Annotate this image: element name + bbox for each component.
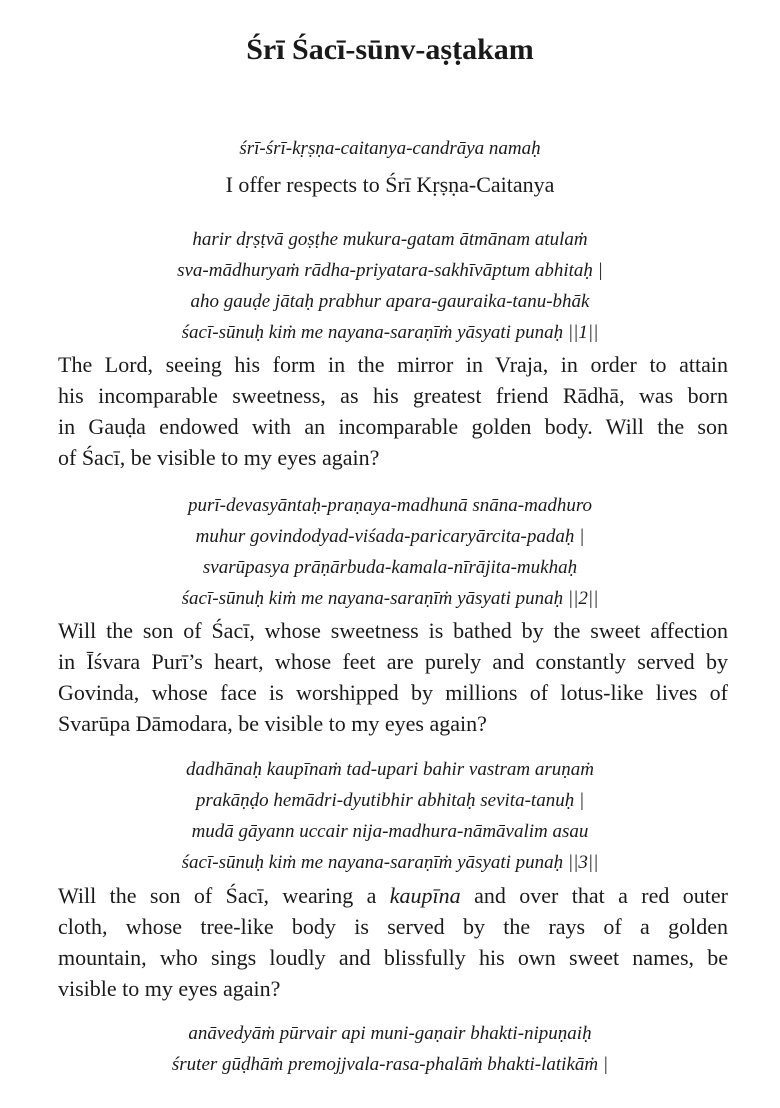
translation-3 (58, 880, 728, 1004)
verse-1 (0, 224, 780, 348)
verse-3 (0, 754, 780, 878)
verse-line: aho gauḍe jātaḥ prabhur apara-gauraika-tanu-bhāk (190, 291, 590, 312)
verse-2 (0, 490, 780, 614)
translation-line (58, 880, 728, 911)
translation-line: cloth, whose tree-like body is served by the rays of a golden (58, 914, 728, 939)
translation-line: The Lord, seeing his form in the mirror in Vraja, in order to attain (58, 352, 728, 377)
translation-2 (58, 615, 728, 739)
verse-line: śacī-sūnuḥ kiṁ me nayana-saraṇīṁ yāsyati punaḥ ||3|| (181, 852, 599, 873)
verse-line: prakāṇḍo hemādri-dyutibhir abhitaḥ sevita-tanuḥ | (195, 790, 585, 811)
translation-line: Svarūpa Dāmodara, be visible to my eyes again? (58, 711, 487, 736)
translation-line: his incomparable sweetness, as his greatest friend Rādhā, was born (58, 383, 728, 408)
verse-line: anāvedyāṁ pūrvair api muni-gaṇair bhakti-nipuṇaiḥ (188, 1023, 592, 1044)
verse-line: mudā gāyann uccair nija-madhura-nāmāvalim asau (191, 821, 589, 842)
translation-line: mountain, who sings loudly and blissfully his own sweet names, be (58, 945, 728, 970)
translation-term: kaupīna (389, 883, 461, 908)
translation-line: in Gauḍa endowed with an incomparable golden body. Will the son (58, 414, 728, 439)
verse-line: muhur govindodyad-viśada-paricaryārcita-padaḥ | (195, 526, 585, 547)
verse-4 (0, 1018, 780, 1080)
verse-line: śruter gūḍhāṁ premojjvala-rasa-phalāṁ bhakti-latikāṁ | (171, 1054, 609, 1075)
verse-line: purī-devasyāntaḥ-praṇaya-madhunā snāna-madhuro (187, 495, 593, 516)
verse-line: śacī-sūnuḥ kiṁ me nayana-saraṇīṁ yāsyati punaḥ ||2|| (181, 588, 599, 609)
translation-text: Will the son of Śacī, wearing a (58, 883, 390, 908)
invocation-sanskrit: śrī-śrī-kṛṣṇa-caitanya-candrāya namaḥ (239, 138, 541, 159)
verse-line: harir dṛṣṭvā goṣṭhe mukura-gatam ātmānam atulaṁ (192, 229, 588, 250)
translation-line: of Śacī, be visible to my eyes again? (58, 445, 380, 470)
translation-line: in Īśvara Purī’s heart, whose feet are purely and constantly served by (58, 649, 728, 674)
verse-line: śacī-sūnuḥ kiṁ me nayana-saraṇīṁ yāsyati punaḥ ||1|| (181, 322, 599, 343)
translation-line: visible to my eyes again? (58, 976, 281, 1001)
page-title: Śrī Śacī-sūnv-aṣṭakam (246, 33, 534, 66)
verse-line: svarūpasya prāṇārbuda-kamala-nīrājita-mukhaḥ (202, 557, 578, 578)
translation-line: Govinda, whose face is worshipped by millions of lotus-like lives of (58, 680, 728, 705)
invocation-translation: I offer respects to Śrī Kṛṣṇa-Caitanya (225, 172, 555, 197)
verse-line: sva-mādhuryaṁ rādha-priyatara-sakhīvāptum abhitaḥ | (177, 260, 603, 281)
verse-line: dadhānaḥ kaupīnaṁ tad-upari bahir vastram aruṇaṁ (186, 759, 594, 780)
translation-1 (58, 349, 728, 473)
translation-line: Will the son of Śacī, whose sweetness is bathed by the sweet affection (58, 618, 728, 643)
translation-text: and over that a red outer (460, 883, 728, 908)
